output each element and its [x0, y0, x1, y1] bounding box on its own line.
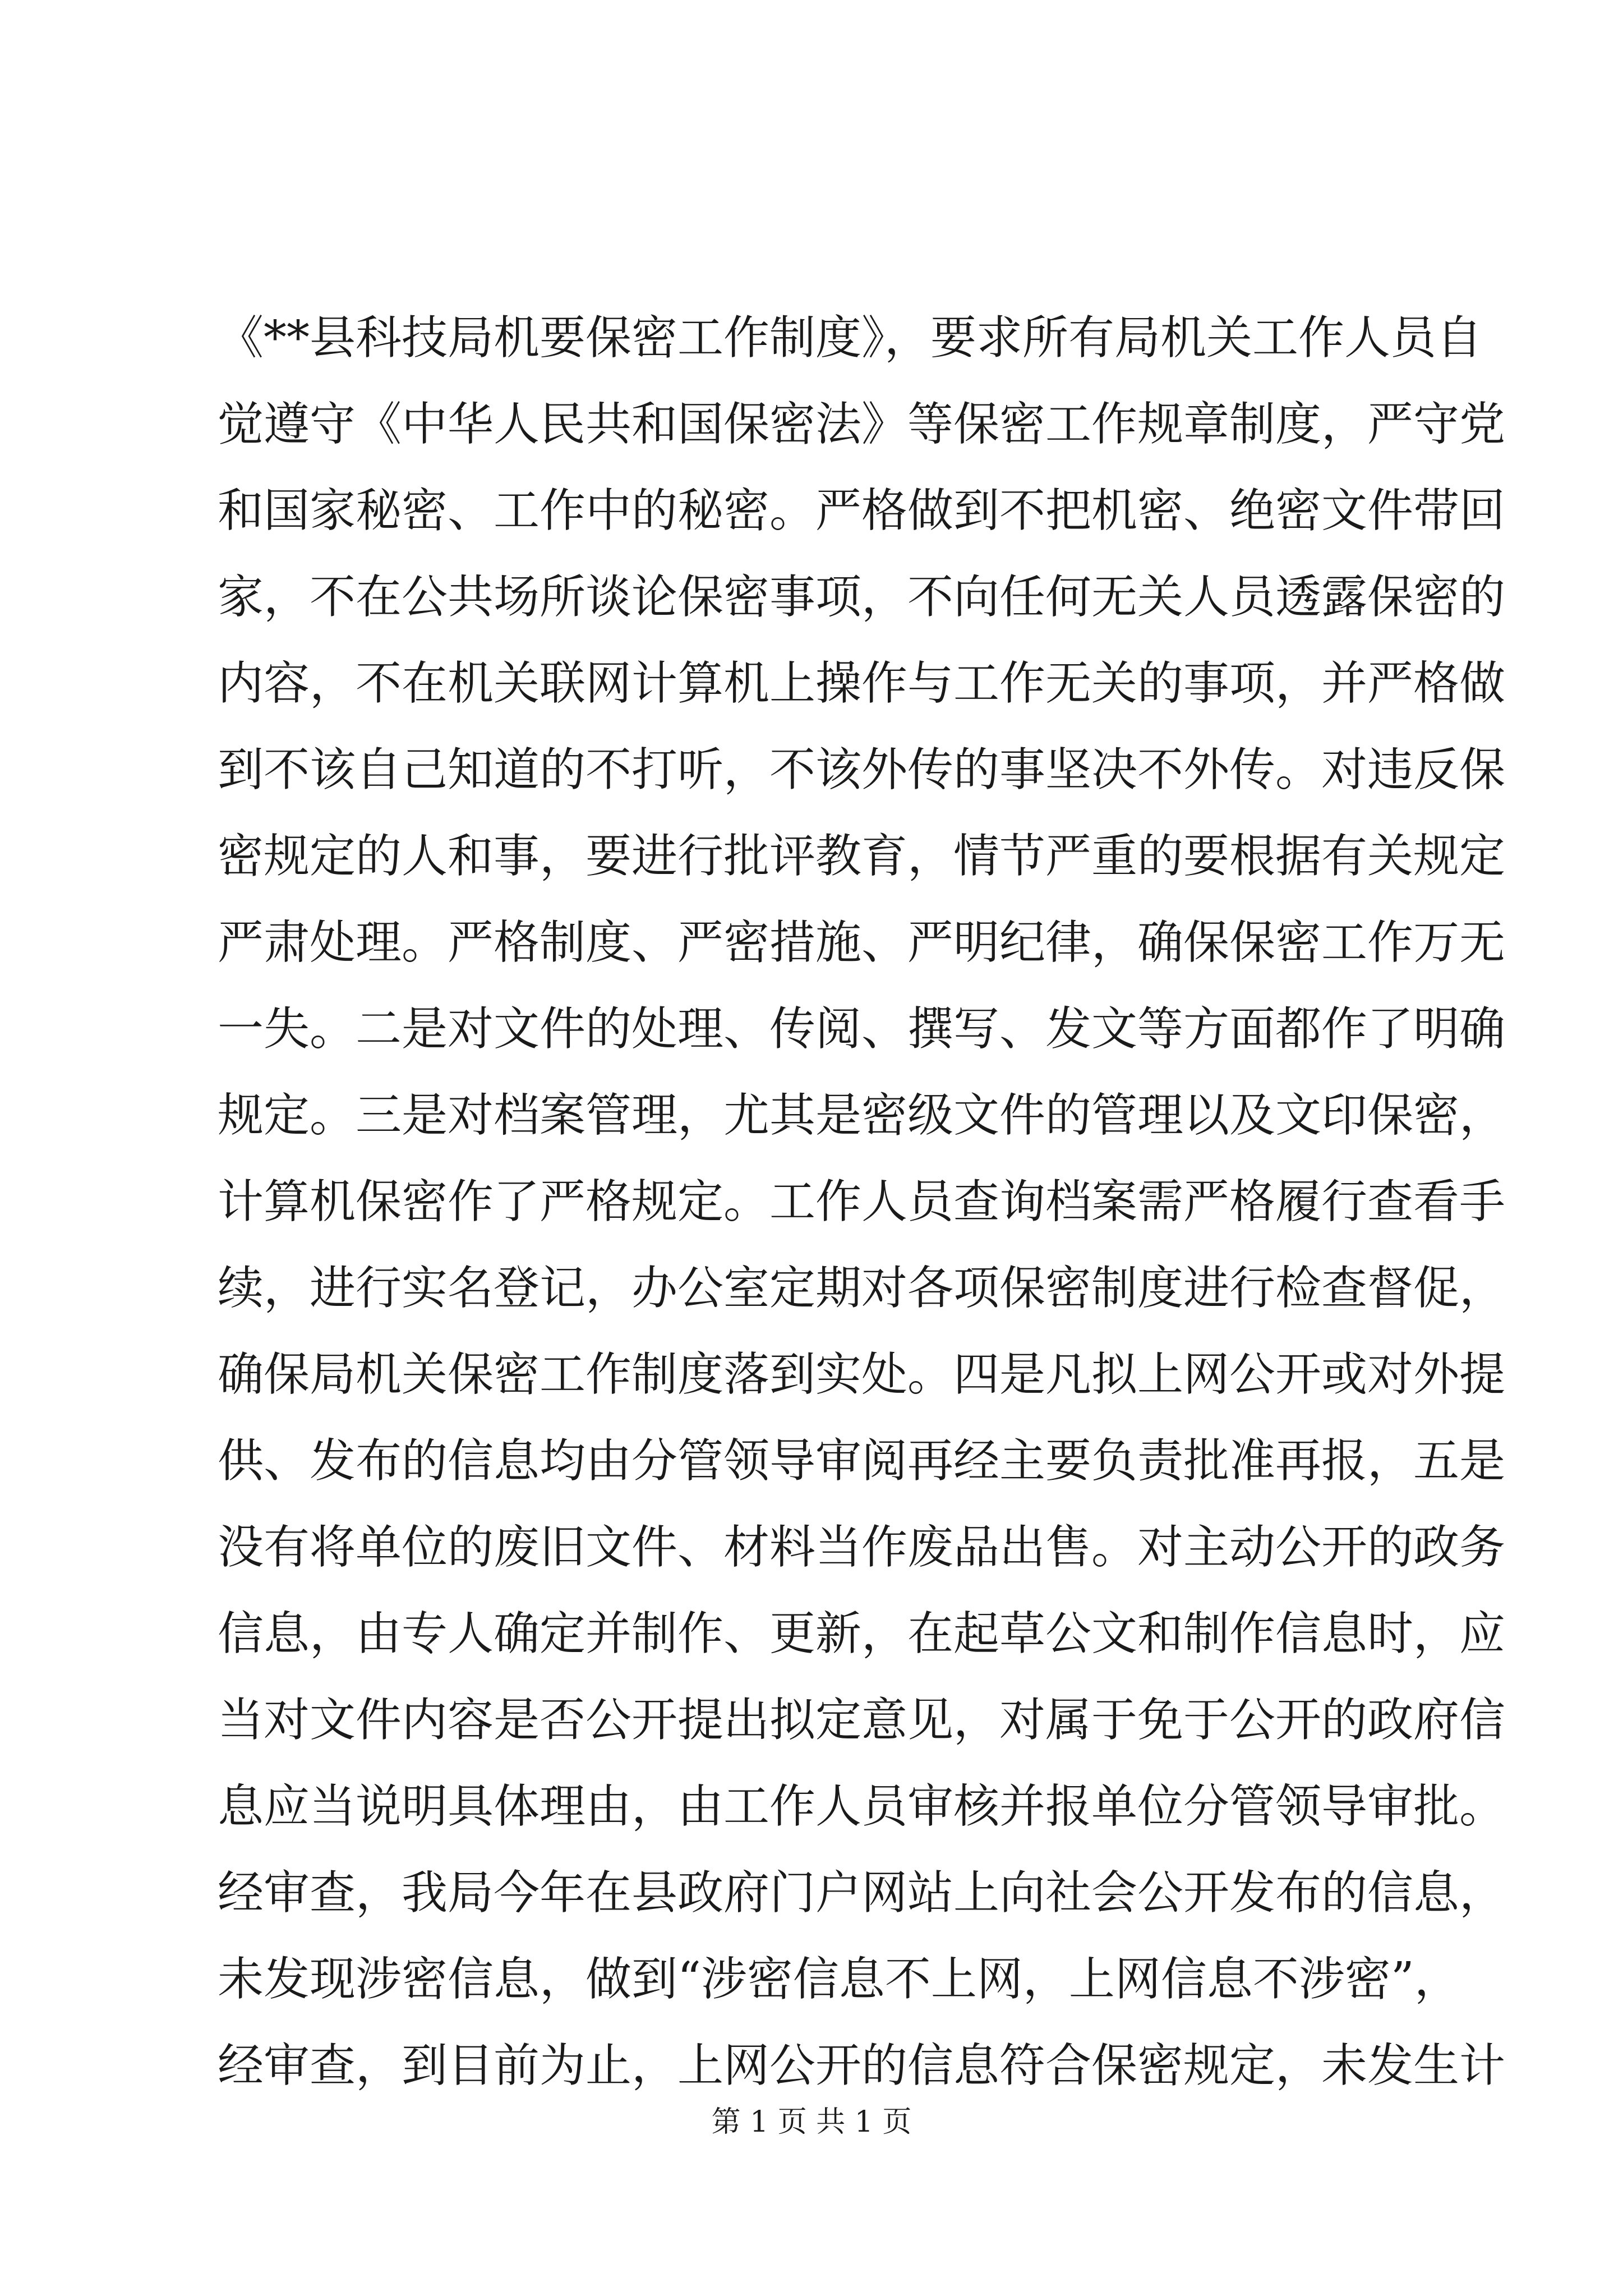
- text-line: 严肃处理。严格制度、严密措施、严明纪律，确保保密工作万无: [218, 916, 1506, 969]
- text-line: 当对文件内容是否公开提出拟定意见，对属于免于公开的政府信: [218, 1694, 1506, 1747]
- text-line: 经审查，到目前为止，上网公开的信息符合保密规定，未发生计: [218, 2039, 1506, 2092]
- text-line: 未发现涉密信息，做到“涉密信息不上网，上网信息不涉密”，: [218, 1953, 1460, 2006]
- body-text: [218, 295, 1506, 2109]
- text-line: 《**县科技局机要保密工作制度》，要求所有局机关工作人员自: [218, 311, 1483, 365]
- text-line: 到不该自己知道的不打听，不该外传的事坚决不外传。对违反保: [218, 743, 1506, 797]
- page-footer: 第 1 页 共 1 页: [711, 2105, 912, 2139]
- text-line: 和国家秘密、工作中的秘密。严格做到不把机密、绝密文件带回: [218, 484, 1506, 537]
- text-line: 密规定的人和事，要进行批评教育，情节严重的要根据有关规定: [218, 830, 1506, 883]
- text-line: 觉遵守《中华人民共和国保密法》等保密工作规章制度，严守党: [218, 398, 1506, 451]
- text-line: 一失。二是对文件的处理、传阅、撰写、发文等方面都作了明确: [218, 1002, 1506, 1056]
- text-line: 息应当说明具体理由，由工作人员审核并报单位分管领导审批。: [218, 1780, 1506, 1833]
- text-line: 内容，不在机关联网计算机上操作与工作无关的事项，并严格做: [218, 657, 1506, 710]
- text-line: 信息，由专人确定并制作、更新，在起草公文和制作信息时，应: [218, 1607, 1506, 1660]
- text-line: 规定。三是对档案管理，尤其是密级文件的管理以及文印保密，: [218, 1089, 1506, 1142]
- text-line: 计算机保密作了严格规定。工作人员查询档案需严格履行查看手: [218, 1175, 1506, 1228]
- text-line: 家，不在公共场所谈论保密事项，不向任何无关人员透露保密的: [218, 570, 1506, 624]
- text-line: 供、发布的信息均由分管领导审阅再经主要负责批准再报，五是: [218, 1434, 1506, 1488]
- text-line: 经审查，我局今年在县政府门户网站上向社会公开发布的信息，: [218, 1866, 1506, 1920]
- text-line: 续，进行实名登记，办公室定期对各项保密制度进行检查督促，: [218, 1262, 1506, 1315]
- text-line: 确保局机关保密工作制度落到实处。四是凡拟上网公开或对外提: [218, 1348, 1506, 1401]
- text-line: 没有将单位的废旧文件、材料当作废品出售。对主动公开的政务: [218, 1521, 1506, 1574]
